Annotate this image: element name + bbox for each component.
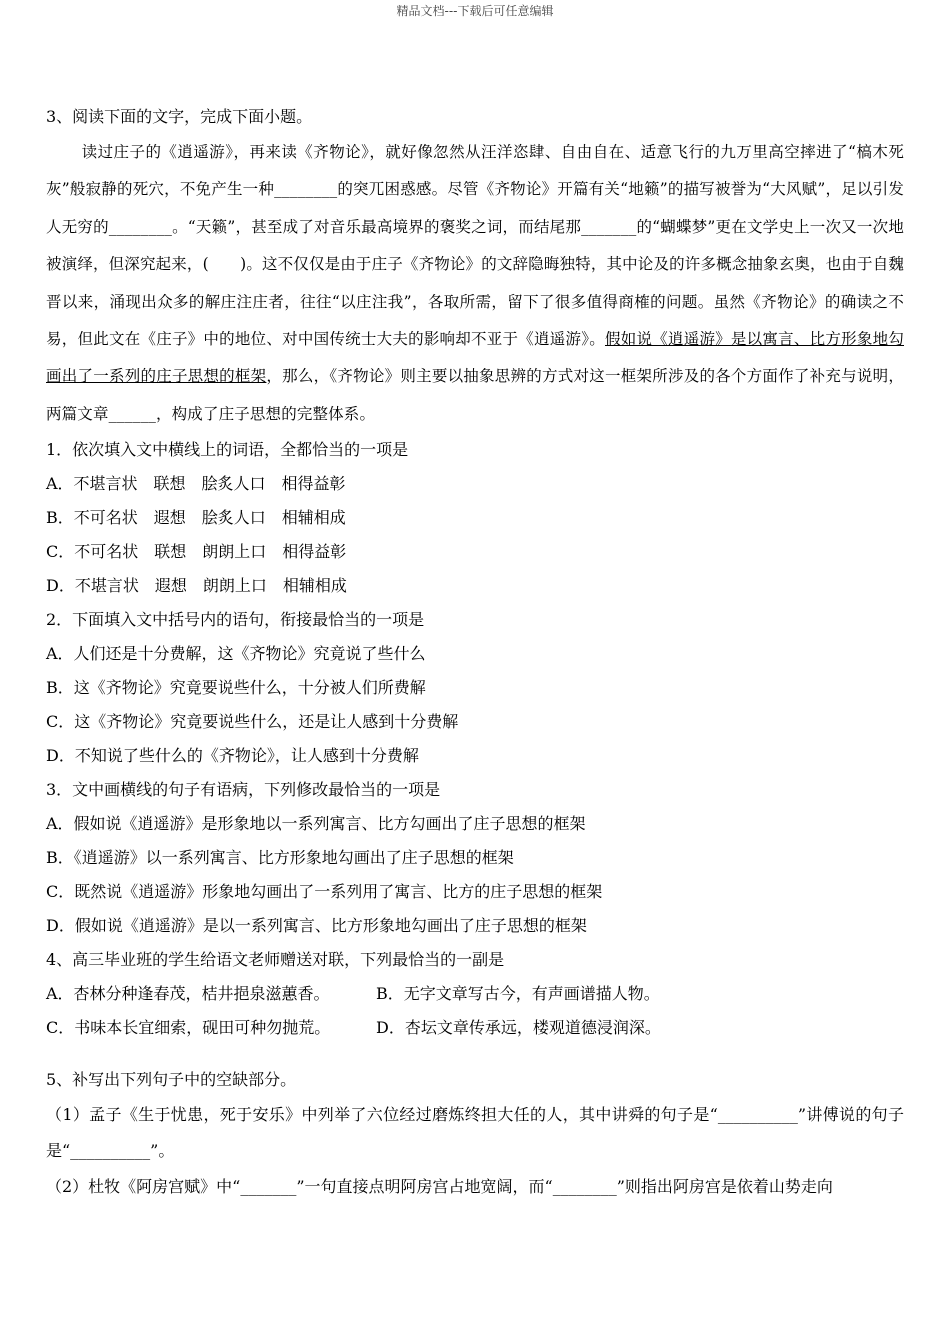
question-1-stem: 1．依次填入文中横线上的词语，全都恰当的一项是: [46, 440, 409, 460]
question-3-option-a: A．假如说《逍遥游》是形象地以一系列寓言、比方勾画出了庄子思想的框架: [46, 814, 586, 834]
question-1-option-c: C．不可名状 联想 朗朗上口 相得益彰: [46, 542, 347, 562]
section-4-options-row-1: [46, 977, 904, 1011]
section-3-title: 3、阅读下面的文字，完成下面小题。: [46, 107, 313, 126]
section-4-option-a: A．杏林分种逢春茂，桔井挹泉滋蕙香。: [46, 984, 330, 1004]
page-header: 精品文档---下载后可任意编辑: [396, 4, 554, 18]
document-content: [46, 100, 904, 1205]
section-4-option-c: C．书味本长宜细索，砚田可种勿抛荒。: [46, 1018, 331, 1038]
underlined-sentence: 假如说《逍遥游》是以寓言、比方形象地勾画出了一系列的庄子思想的框架: [46, 330, 904, 386]
section-5-item-2: （2）杜牧《阿房宫赋》中“_______”一句直接点明阿房宫占地宽阔，而“________”则指出阿房宫是依着山势走向: [46, 1177, 833, 1197]
section-5-item-1: （1）孟子《生于忧患，死于安乐》中列举了六位经过磨炼终担大任的人，其中讲舜的句子是“__________”讲傅说的句子是“__________”。: [46, 1105, 904, 1161]
question-1-option-a: A．不堪言状 联想 脍炙人口 相得益彰: [46, 474, 346, 494]
question-2-stem: 2．下面填入文中括号内的语句，衔接最恰当的一项是: [46, 610, 425, 630]
section-4-option-b: B．无字文章写古今，有声画谱描人物。: [376, 984, 660, 1004]
question-3-option-d: D．假如说《逍遥游》是以一系列寓言、比方形象地勾画出了庄子思想的框架: [46, 916, 587, 936]
section-4-title: 4、高三毕业班的学生给语文老师赠送对联，下列最恰当的一副是: [46, 950, 505, 970]
question-3-option-c: C．既然说《逍遥游》形象地勾画出了一系列用了寓言、比方的庄子思想的框架: [46, 882, 603, 902]
section-4-option-d: D．杏坛文章传承远，楼观道德浸润深。: [376, 1018, 661, 1038]
passage-paragraph: [46, 134, 904, 433]
question-2-option-b: B．这《齐物论》究竟要说些什么，十分被人们所费解: [46, 678, 426, 698]
question-2-option-a: A．人们还是十分费解，这《齐物论》究竟说了些什么: [46, 644, 426, 664]
spacer: [46, 1045, 904, 1063]
question-1-option-d: D．不堪言状 遐想 朗朗上口 相辅相成: [46, 576, 347, 596]
question-2-option-d: D．不知说了些什么的《齐物论》，让人感到十分费解: [46, 746, 419, 766]
question-1-option-b: B．不可名状 遐想 脍炙人口 相辅相成: [46, 508, 346, 528]
passage-text-end: ，那么，《齐物论》则主要以抽象思辨的方式对这一框架所涉及的各个方面作了补充与说明，两篇文章______，构成了庄子思想的完整体系。: [46, 367, 905, 423]
question-3-stem: 3．文中画横线的句子有语病，下列修改最恰当的一项是: [46, 780, 441, 800]
passage-text: 读过庄子的《逍遥游》，再来读《齐物论》，就好像忽然从汪洋恣肆、自由自在、适意飞行的九万里高空摔进了“槁木死灰”般寂静的死穴，不免产生一种________的突兀困惑感。尽管《齐物论》开篇有关“地籁”的描写被誉为“大风赋”，足以引发人无穷的________。“天籁”，甚至成了对音乐最高境界的褒奖之词，而结尾那_______的“蝴蝶梦”更在文学史上一次又一次地被演绎，但深究起来，( )。这不仅仅是由于庄子《齐物论》的文辞隐晦独特，其中论及的许多概念抽象玄奥，也由于自魏晋以来，涌现出众多的解庄注庄者，往往“以庄注我”，各取所需，留下了很多值得商榷的问题。虽然《齐物论》的确读之不易，但此文在《庄子》中的地位、对中国传统士大夫的影响却不亚于《逍遥游》。: [46, 143, 904, 349]
reading-passage: [46, 134, 904, 433]
section-4-options-row-2: [46, 1011, 904, 1045]
section-5-title: 5、补写出下列句子中的空缺部分。: [46, 1070, 297, 1090]
question-2-option-c: C．这《齐物论》究竟要说些什么，还是让人感到十分费解: [46, 712, 459, 732]
question-3-option-b: B．《逍遥游》以一系列寓言、比方形象地勾画出了庄子思想的框架: [46, 848, 514, 868]
section-5-items: [46, 1097, 904, 1205]
